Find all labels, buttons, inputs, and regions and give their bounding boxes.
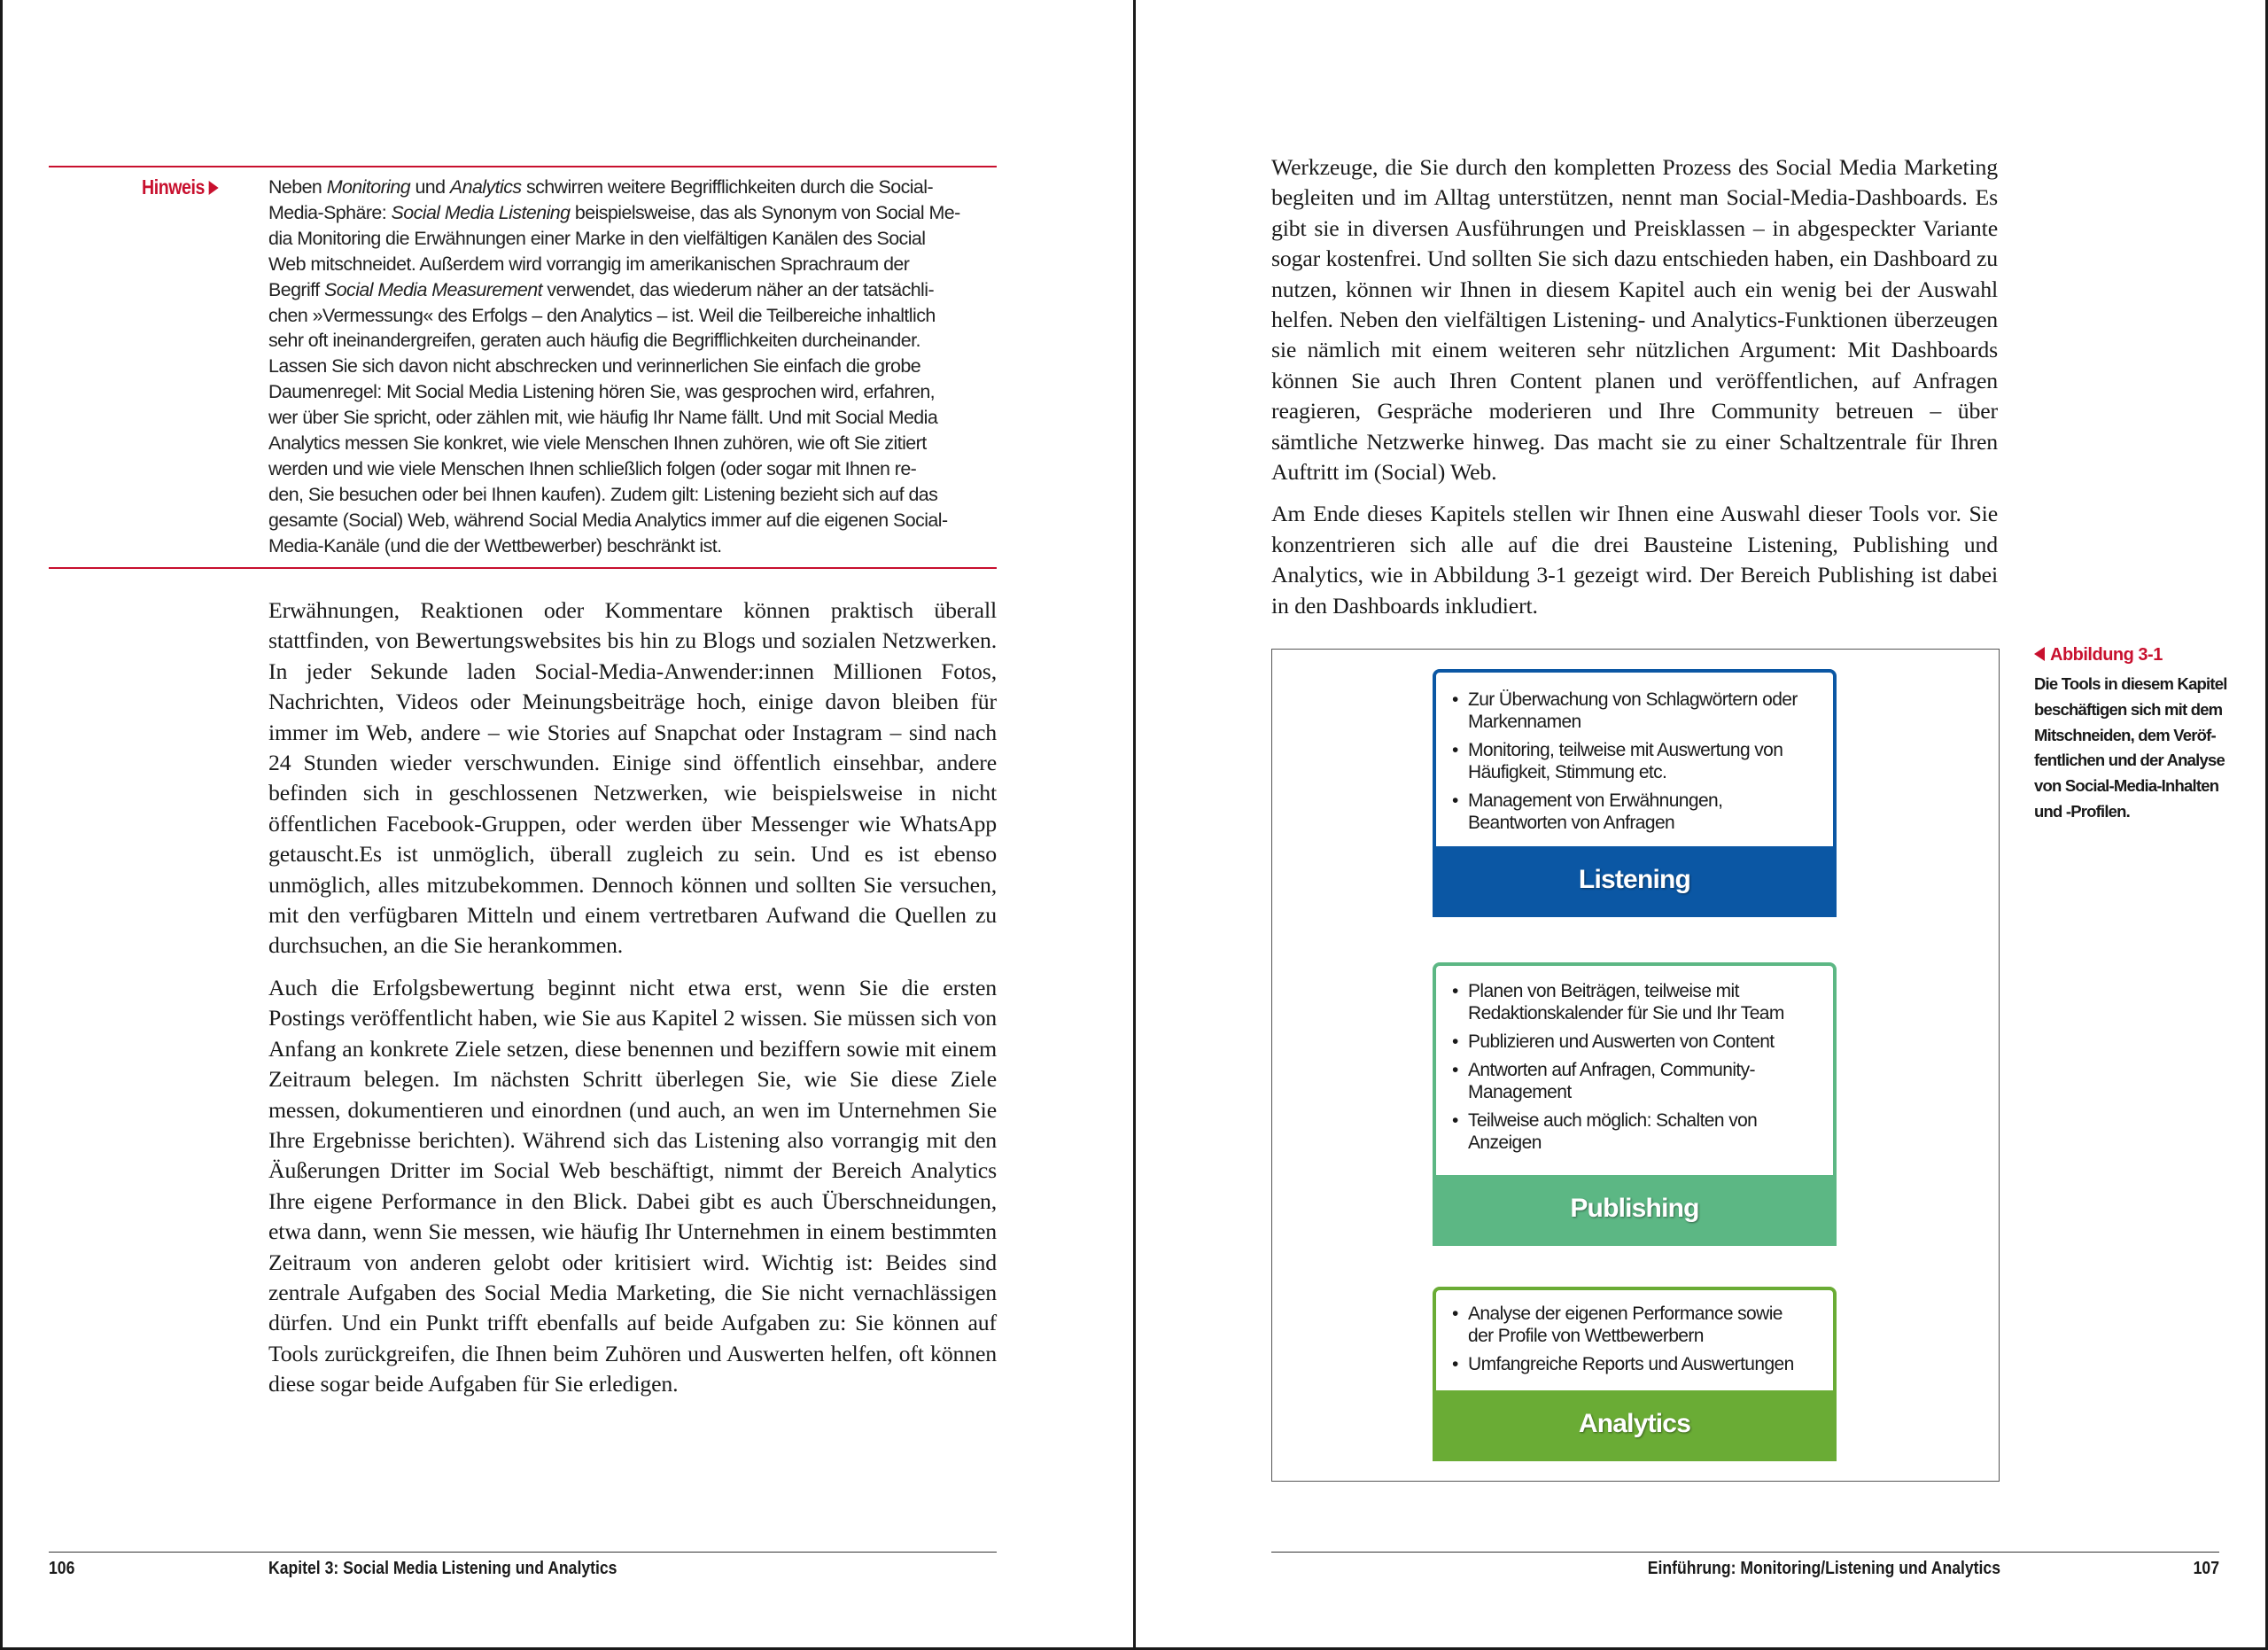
caption-line: von Social-Media-Inhalten xyxy=(2034,776,2219,796)
caption-line: fentlichen und der Analyse xyxy=(2034,751,2225,770)
list-item: • Monitoring, teilweise mit Auswertung von Häufigkeit, Stimmung etc. xyxy=(1452,739,1817,783)
note-line: sehr oft ineinandergreifen, geraten auch häufig die Begrifflichkeiten durcheinander. xyxy=(268,330,920,352)
left-footer-rule xyxy=(49,1552,997,1553)
caption-line: beschäftigen sich mit dem xyxy=(2034,699,2223,719)
note-line: Daumenregel: Mit Social Media Listening hören Sie, was gesprochen wird, erfahren, xyxy=(268,381,936,403)
note-line: Neben Monitoring und Analytics schwirren weitere Begrifflichkeiten durch die Social- xyxy=(268,176,934,198)
right-footer-rule xyxy=(1271,1552,2219,1553)
note-line: dia Monitoring die Erwähnungen einer Marke in den vielfältigen Kanälen des Social xyxy=(268,227,926,249)
list-item: • Management von Erwähnungen, Beantworten von Anfragen xyxy=(1452,790,1817,834)
body-paragraph: Am Ende dieses Kapitels stellen wir Ihnen eine Auswahl dieser Tools vor. Sie konzentrieren sich alle auf die drei Bausteine Listening, Publishing und Analytics, wie in Abbildung 3-1 gezeigt wird. Der Bereich Publishing ist dabei in den Dashboards inkludiert. xyxy=(1271,501,1998,619)
note-label: Hinweis xyxy=(142,175,219,199)
list-item: • Planen von Beiträgen, teilweise mit Redaktionskalender für Sie und Ihr Team xyxy=(1452,980,1817,1024)
note-line: Media-Sphäre: Social Media Listening beispielsweise, das als Synonym von Social Me- xyxy=(268,201,960,223)
caption-line: Mitschneiden, dem Veröf- xyxy=(2034,725,2216,744)
left-body-text xyxy=(268,595,997,1412)
list-item: • Publizieren und Auswerten von Content xyxy=(1452,1031,1817,1053)
body-paragraph: Erwähnungen, Reaktionen oder Kommentare können praktisch überall stattfinden, von Bewertungswebsites bis hin zu Blogs und sozialen Netzwerken. In jeder Sekunde laden Social-Media-Anwender:innen Millionen Fotos, Nachrichten, Videos oder Meinungsbeiträge hoch, einige davon bleiben für immer im Web, andere – wie Stories auf Snapchat oder Instagram – sind nach 24 Stunden wieder verschwunden. Einige sind öffentlich einsehbar, andere befinden sich in geschlossenen Netzwerken, wie beispielsweise in nicht öffentlichen Facebook-Gruppen, oder werden über Messenger wie WhatsApp getauscht.Es ist unmöglich, überall zugleich zu sein. Und es ist ebenso unmöglich, alles mitzubekommen. Dennoch können und sollten Sie versuchen, mit den verfügbaren Mitteln und einem vertretbaren Aufwand die Quellen zu durchsuchen, an die Sie herankommen. xyxy=(268,597,997,959)
note-text xyxy=(268,175,997,559)
note-line: Begriff Social Media Measurement verwendet, das wiederum näher an der tatsächli- xyxy=(268,278,935,300)
body-paragraph: Werkzeuge, die Sie durch den kompletten Prozess des Social Media Marketing begleiten und im Alltag unterstützen, nennt man Social-Media-Dashboards. Es gibt sie in diversen Ausführungen und Preisklassen – in abgespeckter Variante sogar kostenfrei. Und sollten Sie sich dazu entschieden haben, ein Dashboard zu nutzen, können wir Ihnen in diesem Kapitel auch ein wenig bei der Auswahl helfen. Neben den vielfältigen Listening- und Analytics-Funktionen überzeugen sie nämlich mit einem weiteren sehr nützlichen Argument: Mit Dashboards können Sie auch Ihren Content planen und veröffentlichen, auf Anfragen reagieren, Gespräche moderieren und Ihre Community betreuen – über sämtliche Netzwerke hinweg. Das macht sie zu einer Schaltzentrale für Ihren Auftritt im (Social) Web. xyxy=(1271,154,1998,486)
right-body-text xyxy=(1271,152,1998,633)
note-bottom-rule xyxy=(49,567,997,569)
running-header-left: Kapitel 3: Social Media Listening und Analytics xyxy=(268,1559,617,1578)
listening-list xyxy=(1436,673,1833,849)
analytics-panel xyxy=(1433,1287,1837,1461)
publishing-list xyxy=(1436,966,1833,1169)
figure-caption-label: Abbildung 3-1 xyxy=(2034,645,2163,665)
caption-line: und -Profilen. xyxy=(2034,801,2131,821)
figure-3-1 xyxy=(1271,649,2000,1482)
page-number-left: 106 xyxy=(49,1559,75,1578)
note-line: Web mitschneidet. Außerdem wird vorrangig im amerikanischen Sprachraum der xyxy=(268,253,910,275)
list-item: • Teilweise auch möglich: Schalten von Anzeigen xyxy=(1452,1109,1817,1154)
running-header-right: Einführung: Monitoring/Listening und Analytics xyxy=(1647,1559,2000,1578)
note-line: Media-Kanäle (und die der Wettbewerber) beschränkt ist. xyxy=(268,534,722,556)
list-item: • Zur Überwachung von Schlagwörtern oder Markennamen xyxy=(1452,689,1817,733)
note-line: Lassen Sie sich davon nicht abschrecken und verinnerlichen Sie einfach die grobe xyxy=(268,355,921,377)
analytics-list xyxy=(1436,1290,1833,1390)
note-line: werden und wie viele Menschen Ihnen schließlich folgen (oder sogar mit Ihnen re- xyxy=(268,457,917,479)
publishing-title-bar: Publishing xyxy=(1436,1175,1833,1242)
note-line: gesamte (Social) Web, während Social Media Analytics immer auf die eigenen Social- xyxy=(268,509,948,531)
publishing-panel xyxy=(1433,962,1837,1246)
note-line: wer über Sie spricht, oder zählen mit, wie häufig Ihr Name fällt. Und mit Social Media xyxy=(268,407,938,429)
note-arrow-icon xyxy=(209,181,219,195)
caption-arrow-icon xyxy=(2034,647,2045,661)
page-number-right: 107 xyxy=(2193,1559,2219,1578)
note-line: chen »Vermessung« des Erfolgs – den Analytics – ist. Weil die Teilbereiche inhaltlich xyxy=(268,304,936,326)
note-line: Analytics messen Sie konkret, wie viele Menschen Ihnen zuhören, wie oft Sie zitiert xyxy=(268,432,927,455)
list-item: • Umfangreiche Reports und Auswertungen xyxy=(1452,1353,1817,1375)
analytics-title-bar: Analytics xyxy=(1436,1390,1833,1458)
list-item: • Antworten auf Anfragen, Community- Management xyxy=(1452,1059,1817,1103)
list-item: • Analyse der eigenen Performance sowie der Profile von Wettbewerbern xyxy=(1452,1303,1817,1347)
note-line: den, Sie besuchen oder bei Ihnen kaufen). Zudem gilt: Listening bezieht sich auf das xyxy=(268,483,938,505)
body-paragraph: Auch die Erfolgsbewertung beginnt nicht etwa erst, wenn Sie die ersten Postings veröffentlicht haben, wie Sie aus Kapitel 2 wissen. Sie müssen sich von Anfang an konkrete Ziele setzen, diese benennen und beziffern sowie mit einem Zeitraum belegen. Im nächsten Schritt überlegen Sie, wie Sie diese Ziele messen, dokumentieren und einordnen (und auch, an wen im Unternehmen Sie Ihre Ergebnisse berichten). Während sich das Listening also vorrangig mit den Äußerungen Dritter im Social Web beschäftigt, nimmt der Bereich Analytics Ihre eigene Performance in den Blick. Dabei gibt es auch Überschneidungen, etwa dann, wenn Sie messen, wie häufig Ihr Unternehmen in einem bestimmten Zeitraum von anderen gelobt oder kritisiert wird. Wichtig ist: Beides sind zentrale Aufgaben des Social Media Marketing, die Sie nicht vernachlässigen dürfen. Und ein Punkt trifft ebenfalls auf beide Aufgaben zu: Sie können auf Tools zurückgreifen, die Ihnen beim Zuhören und Auswerten helfen, oft können diese sogar beide Aufgaben für Sie erledigen. xyxy=(268,974,997,1397)
figure-caption xyxy=(2034,672,2231,825)
caption-line: Die Tools in diesem Kapitel xyxy=(2034,674,2227,693)
listening-panel xyxy=(1433,669,1837,917)
listening-title-bar: Listening xyxy=(1436,846,1833,914)
note-top-rule xyxy=(49,166,997,167)
